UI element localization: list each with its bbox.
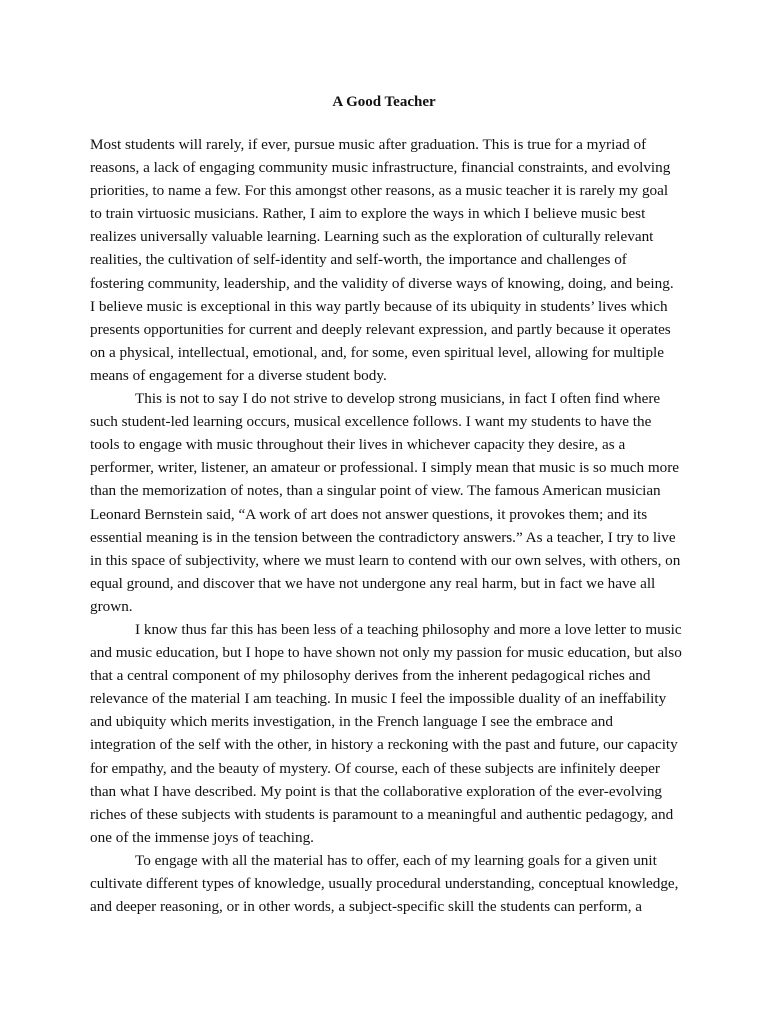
text-line: riches of these subjects with students is paramount to a meaningful and authentic pedagogy, and xyxy=(90,805,674,823)
document-body xyxy=(90,133,680,918)
text-line: realizes universally valuable learning. Learning such as the exploration of culturally relevant xyxy=(90,228,654,246)
text-line: and ubiquity which merits investigation, in the French language I see the embrace and xyxy=(90,713,613,731)
text-line: for empathy, and the beauty of mystery. Of course, each of these subjects are infinitely deeper xyxy=(90,759,660,777)
text-line: This is not to say I do not strive to develop strong musicians, in fact I often find where xyxy=(135,390,661,408)
text-line: means of engagement for a diverse student body. xyxy=(90,366,387,384)
text-line: on a physical, intellectual, emotional, and, for some, even spiritual level, allowing for multiple xyxy=(90,343,665,361)
text-line: cultivate different types of knowledge, usually procedural understanding, conceptual knowledge, xyxy=(90,875,679,892)
text-line: realities, the cultivation of self-identity and self-worth, the importance and challenges of xyxy=(90,251,627,269)
text-line: than the memorization of notes, than a singular point of view. The famous American musician xyxy=(90,482,661,500)
text-line: to train virtuosic musicians. Rather, I aim to explore the ways in which I believe music best xyxy=(90,205,646,223)
text-line: Most students will rarely, if ever, pursue music after graduation. This is true for a myriad of xyxy=(90,136,647,153)
text-line: essential meaning is in the tension between the contradictory answers.” As a teacher, I try to live xyxy=(90,528,676,546)
text-line: that a central component of my philosophy derives from the inherent pedagogical riches and xyxy=(90,667,651,685)
text-line: priorities, to name a few. For this amongst other reasons, as a music teacher it is rarely my goal xyxy=(90,182,669,200)
text-line: integration of the self with the other, in history a reckoning with the past and future, our capacity xyxy=(90,736,678,754)
text-line: I know thus far this has been less of a teaching philosophy and more a love letter to music xyxy=(135,620,682,638)
text-line: equal ground, and discover that we have not undergone any real harm, but in fact we have all xyxy=(90,574,656,592)
text-line: presents opportunities for current and deeply relevant expression, and partly because it operates xyxy=(90,320,671,338)
text-line: than what I have described. My point is that the collaborative exploration of the ever-evolving xyxy=(90,782,663,800)
document-title: A Good Teacher xyxy=(332,94,436,110)
text-line: To engage with all the material has to offer, each of my learning goals for a given unit xyxy=(135,851,657,869)
text-line: such student-led learning occurs, musical excellence follows. I want my students to have the xyxy=(90,413,652,431)
text-line: and deeper reasoning, or in other words, a subject-specific skill the students can perform, a xyxy=(90,898,643,916)
text-line: tools to engage with music throughout their lives in whichever capacity they desire, as a xyxy=(90,436,626,454)
text-line: in this space of subjectivity, where we must learn to contend with our own selves, with others, on xyxy=(90,551,681,569)
text-line: grown. xyxy=(90,597,133,615)
text-line: reasons, a lack of engaging community music infrastructure, financial constraints, and evolving xyxy=(90,159,671,177)
text-line: Leonard Bernstein said, “A work of art does not answer questions, it provokes them; and its xyxy=(90,505,648,523)
text-line: performer, writer, listener, an amateur or professional. I simply mean that music is so much more xyxy=(90,459,680,477)
text-line: fostering community, leadership, and the validity of diverse ways of knowing, doing, and being. xyxy=(90,274,674,292)
text-line: relevance of the material I am teaching. In music I feel the impossible duality of an ineffability xyxy=(90,690,667,708)
text-line: one of the immense joys of teaching. xyxy=(90,828,314,846)
text-line: and music education, but I hope to have shown not only my passion for music education, but also xyxy=(90,644,682,662)
text-line: I believe music is exceptional in this way partly because of its ubiquity in students’ lives which xyxy=(90,297,668,315)
